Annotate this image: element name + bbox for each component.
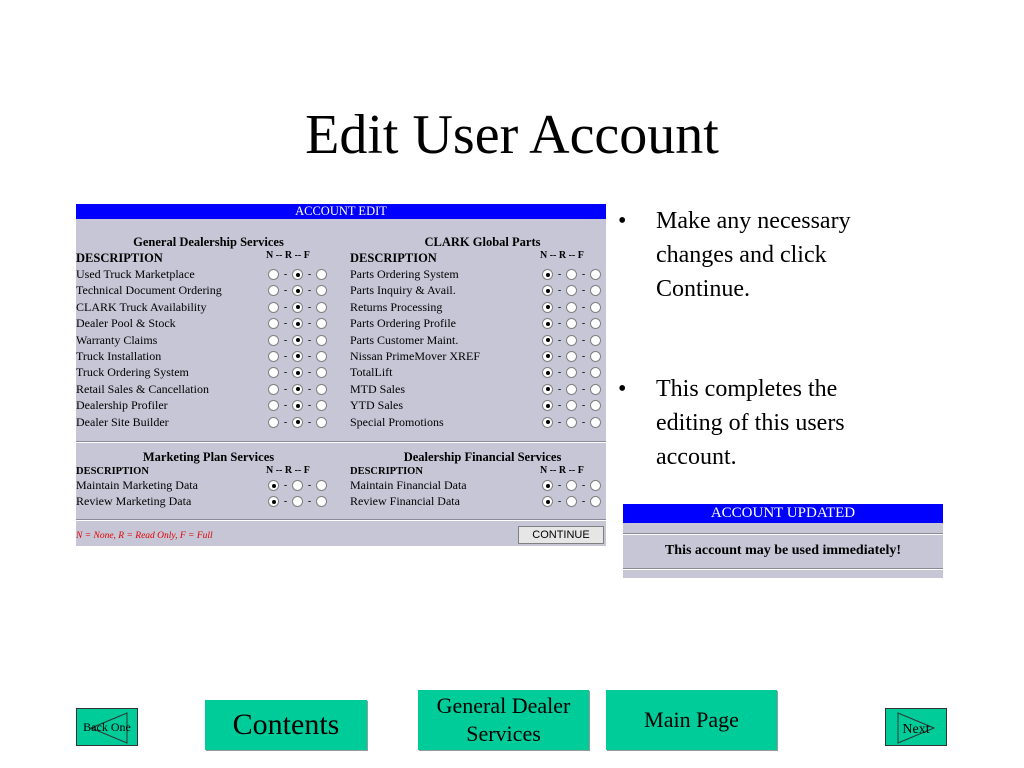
radio-f[interactable] [316,480,327,491]
radio-f[interactable] [316,285,327,296]
radio-n[interactable] [542,400,553,411]
radio-n[interactable] [268,384,279,395]
account-updated-header: ACCOUNT UPDATED [623,504,943,523]
radio-separator: - [581,367,586,379]
radio-separator: - [283,400,288,412]
bullet-text: Make any necessary changes and click Continue. [656,208,851,302]
description-header: DESCRIPTION [350,251,437,265]
access-radio-group [268,318,327,329]
access-radio-group [268,480,327,491]
section-title: General Dealership Services [133,235,284,249]
section-general-dealership [76,235,341,430]
radio-r[interactable] [292,285,303,296]
radio-r[interactable] [292,335,303,346]
radio-r[interactable] [566,351,577,362]
radio-r[interactable] [566,400,577,411]
radio-n[interactable] [268,367,279,378]
radio-separator: - [283,318,288,330]
next-label: Next [902,722,930,737]
radio-separator: - [557,416,562,428]
section-title: CLARK Global Parts [424,235,541,249]
radio-separator: - [581,301,586,313]
permission-row [76,414,341,430]
radio-separator: - [283,416,288,428]
access-radio-group [542,400,601,411]
section-title: Marketing Plan Services [142,450,275,464]
radio-f[interactable] [590,384,601,395]
radio-separator: - [307,269,312,280]
account-updated-message: This account may be used immediately! [664,543,902,558]
general-dealer-services-button[interactable]: General Dealer Services [418,690,589,750]
access-legend: N = None, R = Read Only, F = Full [76,531,213,541]
radio-n[interactable] [542,351,553,362]
permission-row [350,414,615,430]
permission-row [350,332,615,348]
bullet-glyph: • [618,208,627,234]
radio-separator: - [557,400,562,412]
bullet-glyph: • [618,376,627,402]
radio-f[interactable] [590,285,601,296]
radio-n[interactable] [542,496,553,507]
radio-f[interactable] [316,351,327,362]
radio-separator: - [557,496,562,508]
radio-r[interactable] [292,367,303,378]
service-label: Review Financial Data [350,494,460,509]
radio-separator: - [283,301,288,313]
permission-row [76,493,341,509]
radio-separator: - [283,480,288,491]
permission-row [76,299,341,315]
service-label: Dealer Site Builder [76,414,169,429]
section-dealership-financial [350,450,615,510]
access-radio-group [542,496,601,507]
back-one-button[interactable] [76,708,138,746]
radio-r[interactable] [292,480,303,491]
radio-f[interactable] [590,335,601,346]
permission-row [350,477,615,493]
permission-row [350,493,615,509]
access-radio-group [542,318,601,329]
continue-button[interactable]: CONTINUE [518,526,604,544]
bullet-text: This completes the editing of this users account. [656,376,845,470]
radio-separator: - [307,301,312,313]
access-radio-group [268,335,327,346]
access-radio-group [542,417,601,428]
radio-n[interactable] [268,417,279,428]
radio-separator: - [283,269,288,280]
bullet-item [618,204,908,306]
permission-row [76,364,341,380]
radio-n[interactable] [268,351,279,362]
permission-row [350,299,615,315]
radio-f[interactable] [590,269,601,280]
service-label: Special Promotions [350,414,444,429]
section-rows [350,477,615,510]
section-marketing-plan [76,450,341,510]
radio-n[interactable] [268,400,279,411]
radio-r[interactable] [566,285,577,296]
radio-n[interactable] [542,384,553,395]
account-updated-panel [623,504,943,578]
radio-r[interactable] [566,480,577,491]
radio-n[interactable] [268,335,279,346]
service-label: Used Truck Marketplace [76,267,195,281]
radio-r[interactable] [292,351,303,362]
access-radio-group [268,285,327,296]
radio-n[interactable] [268,285,279,296]
radio-separator: - [557,269,562,280]
account-edit-panel [76,204,606,546]
radio-separator: - [307,383,312,395]
radio-n[interactable] [268,480,279,491]
radio-separator: - [283,496,288,508]
access-radio-group [268,400,327,411]
description-header: DESCRIPTION [76,466,149,477]
radio-separator: - [581,350,586,362]
section-title: Dealership Financial Services [403,450,562,464]
nrf-header: N -- R -- F [540,250,584,261]
radio-f[interactable] [316,318,327,329]
section-divider [76,441,606,443]
permission-row [76,397,341,413]
radio-r[interactable] [566,318,577,329]
radio-separator: - [307,334,312,346]
service-label: Dealer Pool & Stock [76,316,176,331]
access-radio-group [542,269,601,280]
service-label: Parts Customer Maint. [350,332,459,347]
radio-separator: - [307,367,312,379]
service-label: Parts Ordering System [350,267,459,281]
access-radio-group [268,496,327,507]
radio-n[interactable] [268,318,279,329]
back-one-label: Back One [83,720,131,734]
nrf-header: N -- R -- F [266,465,310,476]
service-label: Truck Installation [76,348,162,363]
next-button[interactable] [885,708,947,746]
access-radio-group [268,269,327,280]
radio-separator: - [581,416,586,428]
permission-row [350,282,615,298]
access-radio-group [268,367,327,378]
updated-divider [623,568,943,570]
section-clark-global-parts [350,235,615,430]
access-radio-group [268,351,327,362]
section-rows [76,477,341,510]
access-radio-group [542,384,601,395]
radio-r[interactable] [566,496,577,507]
radio-separator: - [557,367,562,379]
radio-f[interactable] [316,335,327,346]
radio-f[interactable] [590,400,601,411]
instruction-bullets [618,204,908,474]
service-label: MTD Sales [350,381,405,396]
permission-row [76,332,341,348]
access-radio-group [542,285,601,296]
radio-r[interactable] [566,335,577,346]
radio-n[interactable] [268,496,279,507]
radio-f[interactable] [316,269,327,280]
updated-divider [623,533,943,535]
radio-separator: - [581,496,586,508]
radio-f[interactable] [316,400,327,411]
description-header: DESCRIPTION [76,251,163,265]
radio-f[interactable] [590,367,601,378]
permission-row [76,477,341,493]
service-label: CLARK Truck Availability [76,299,207,314]
radio-r[interactable] [292,496,303,507]
service-label: Warranty Claims [76,332,158,347]
radio-separator: - [581,285,586,297]
permission-row [350,348,615,364]
radio-n[interactable] [542,480,553,491]
service-label: Returns Processing [350,299,443,314]
contents-button[interactable]: Contents [205,700,367,750]
radio-r[interactable] [566,302,577,313]
radio-r[interactable] [292,417,303,428]
service-label: Dealership Profiler [76,398,168,413]
radio-f[interactable] [316,417,327,428]
radio-f[interactable] [590,480,601,491]
permission-row [76,266,341,282]
service-label: Retail Sales & Cancellation [76,381,209,396]
page-title: Edit User Account [305,104,719,166]
radio-r[interactable] [292,318,303,329]
radio-r[interactable] [292,302,303,313]
permission-row [350,266,615,282]
nrf-header: N -- R -- F [540,465,584,476]
service-label: YTD Sales [350,398,403,413]
radio-f[interactable] [316,302,327,313]
permission-row [76,348,341,364]
radio-separator: - [283,367,288,379]
radio-f[interactable] [590,318,601,329]
nrf-header: N -- R -- F [266,250,310,261]
access-radio-group [542,367,601,378]
radio-n[interactable] [542,318,553,329]
radio-separator: - [307,350,312,362]
radio-f[interactable] [590,302,601,313]
service-label: Maintain Financial Data [350,478,467,492]
permission-row [350,381,615,397]
radio-n[interactable] [542,285,553,296]
radio-separator: - [307,400,312,412]
radio-separator: - [557,480,562,491]
radio-separator: - [557,301,562,313]
radio-separator: - [557,318,562,330]
access-radio-group [542,351,601,362]
radio-f[interactable] [590,496,601,507]
radio-f[interactable] [590,351,601,362]
radio-separator: - [307,285,312,297]
radio-separator: - [557,334,562,346]
service-label: Parts Inquiry & Avail. [350,283,456,298]
section-rows [350,266,615,430]
access-radio-group [542,335,601,346]
radio-separator: - [283,334,288,346]
radio-separator: - [283,383,288,395]
radio-n[interactable] [542,417,553,428]
radio-r[interactable] [292,384,303,395]
radio-f[interactable] [316,496,327,507]
radio-n[interactable] [542,302,553,313]
permission-row [350,364,615,380]
service-label: Review Marketing Data [76,494,192,509]
service-label: Technical Document Ordering [76,283,222,298]
main-page-button[interactable]: Main Page [606,690,777,750]
access-radio-group [542,480,601,491]
radio-separator: - [581,480,586,491]
section-rows [76,266,341,430]
radio-n[interactable] [542,335,553,346]
access-radio-group [268,384,327,395]
service-label: TotalLift [350,365,393,380]
section-divider [76,519,606,521]
permission-row [76,282,341,298]
radio-r[interactable] [566,417,577,428]
radio-f[interactable] [316,384,327,395]
access-radio-group [268,302,327,313]
service-label: Maintain Marketing Data [76,478,198,492]
radio-separator: - [581,383,586,395]
radio-separator: - [307,318,312,330]
radio-separator: - [581,400,586,412]
radio-separator: - [307,416,312,428]
radio-n[interactable] [268,302,279,313]
radio-separator: - [283,285,288,297]
radio-separator: - [557,383,562,395]
radio-separator: - [581,269,586,280]
account-edit-header: ACCOUNT EDIT [76,204,606,219]
service-label: Truck Ordering System [76,365,189,380]
radio-r[interactable] [566,367,577,378]
radio-r[interactable] [292,269,303,280]
radio-n[interactable] [542,269,553,280]
radio-separator: - [557,285,562,297]
radio-f[interactable] [590,417,601,428]
radio-separator: - [307,480,312,491]
permission-row [350,397,615,413]
radio-r[interactable] [566,384,577,395]
permission-row [76,315,341,331]
permission-row [76,381,341,397]
radio-r[interactable] [566,269,577,280]
radio-n[interactable] [542,367,553,378]
radio-separator: - [283,350,288,362]
radio-n[interactable] [268,269,279,280]
access-radio-group [268,417,327,428]
access-radio-group [542,302,601,313]
bullet-item [618,372,908,474]
service-label: Nissan PrimeMover XREF [350,348,480,363]
radio-separator: - [557,350,562,362]
radio-f[interactable] [316,367,327,378]
radio-separator: - [581,318,586,330]
description-header: DESCRIPTION [350,466,423,477]
radio-r[interactable] [292,400,303,411]
service-label: Parts Ordering Profile [350,316,456,331]
radio-separator: - [307,496,312,508]
radio-separator: - [581,334,586,346]
permission-row [350,315,615,331]
